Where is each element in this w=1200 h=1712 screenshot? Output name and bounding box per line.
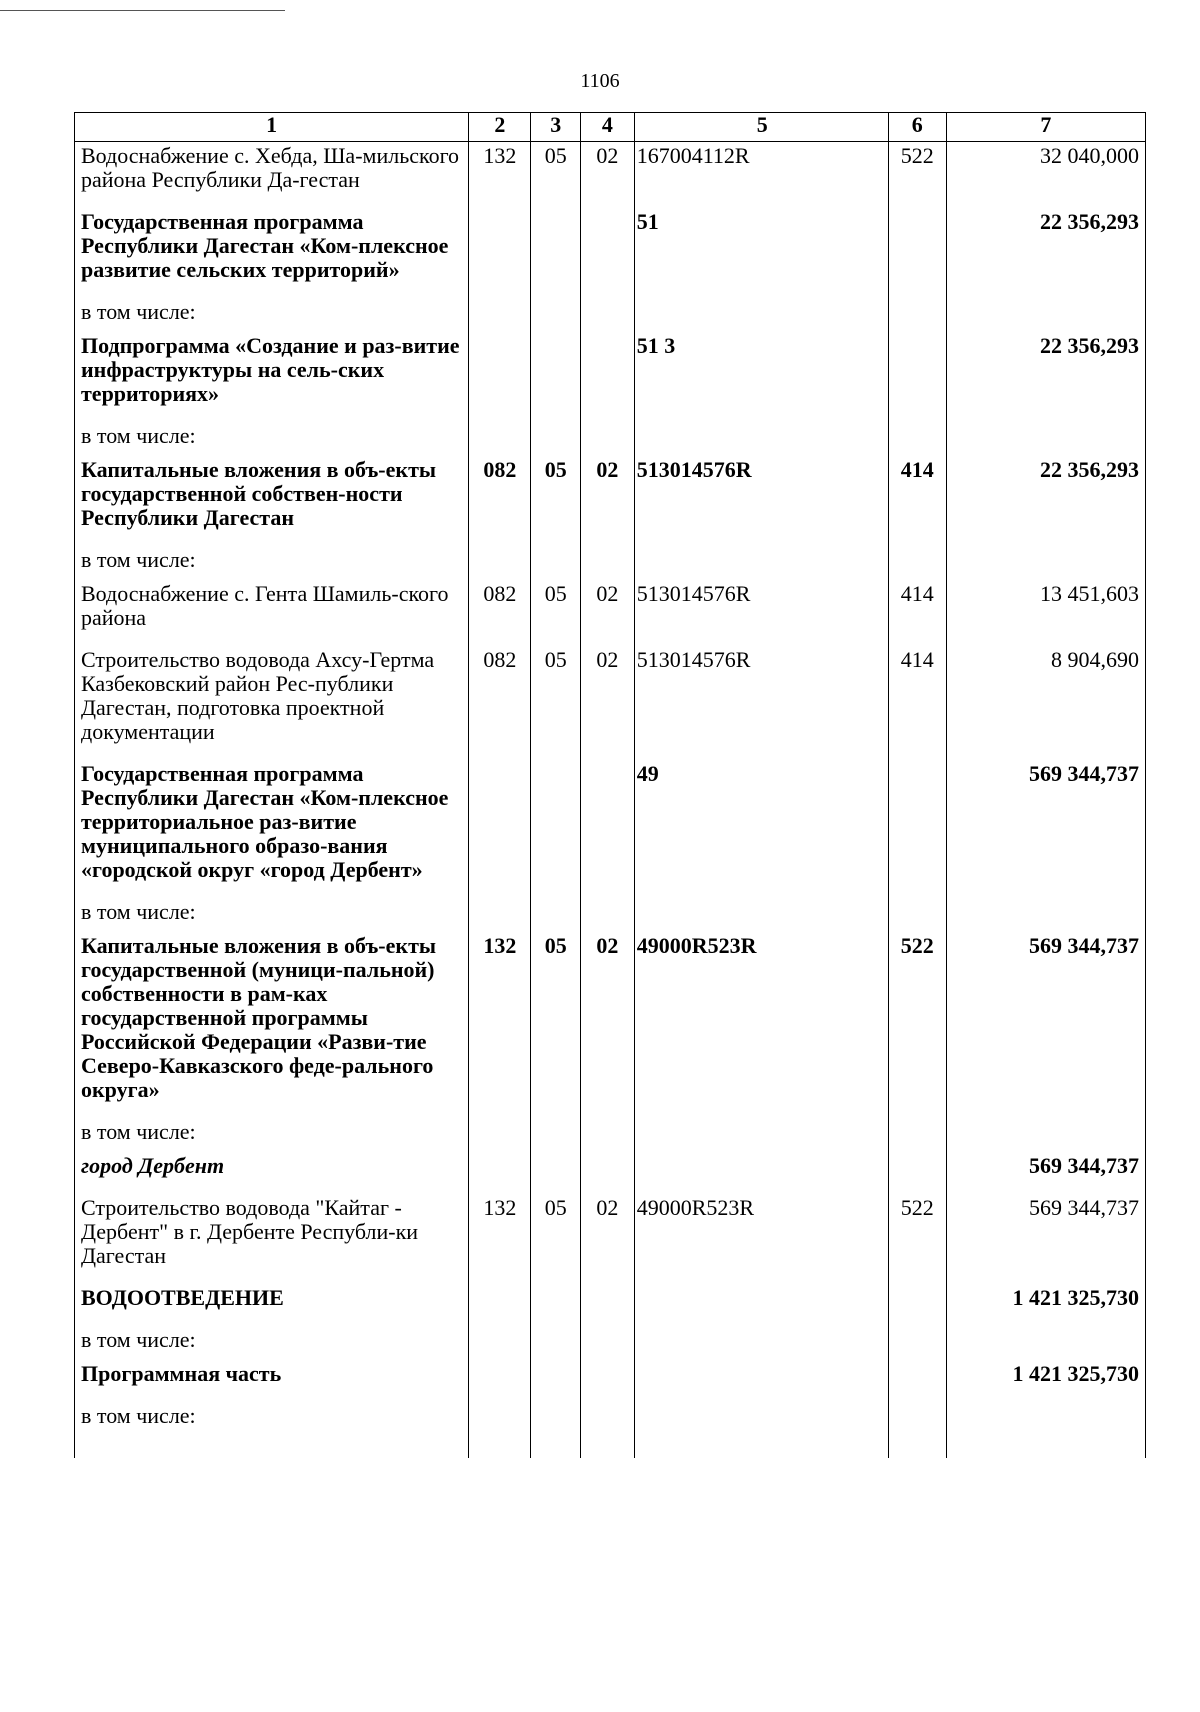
cell-section-code [531,1402,581,1458]
cell-ministry-code: 132 [469,142,531,209]
cell-section-code [531,760,581,898]
table-row [75,1326,1146,1360]
cell-subsection-code [580,898,634,932]
cell-row-name: Водоснабжение с. Хебда, Ша-мильского района Республики Да-гестан [75,142,469,209]
cell-row-name: Подпрограмма «Создание и раз-витие инфраструктуры на сель-ских территориях» [75,332,469,422]
cell-ministry-code [469,1152,531,1194]
table-row [75,1152,1146,1194]
cell-row-name: Государственная программа Республики Дагестан «Ком-плексное развитие сельских территорий» [75,208,469,298]
cell-section-code: 05 [531,646,581,760]
cell-target-article: 513014576R [634,456,888,546]
cell-target-article: 49 [634,760,888,898]
cell-subsection-code [580,1360,634,1402]
cell-expense-type: 522 [888,932,946,1118]
cell-ministry-code: 132 [469,1194,531,1284]
cell-expense-type [888,1118,946,1152]
cell-row-name: в том числе: [75,1402,469,1458]
cell-amount [946,1402,1145,1458]
cell-ministry-code [469,1402,531,1458]
table-row [75,142,1146,209]
column-header: 6 [888,113,946,142]
table-header-row [75,113,1146,142]
cell-target-article: 51 [634,208,888,298]
cell-ministry-code [469,1118,531,1152]
cell-amount: 569 344,737 [946,932,1145,1118]
cell-target-article: 167004112R [634,142,888,209]
cell-row-name: Водоснабжение с. Гента Шамиль-ского района [75,580,469,646]
cell-section-code [531,298,581,332]
cell-subsection-code: 02 [580,932,634,1118]
cell-row-name: Капитальные вложения в объ-екты государственной собствен-ности Республики Дагестан [75,456,469,546]
cell-amount [946,298,1145,332]
cell-section-code [531,546,581,580]
cell-row-name: в том числе: [75,422,469,456]
cell-subsection-code [580,298,634,332]
cell-subsection-code [580,760,634,898]
cell-row-name: в том числе: [75,898,469,932]
cell-amount [946,1118,1145,1152]
cell-target-article: 49000R523R [634,932,888,1118]
table-row [75,760,1146,898]
cell-ministry-code [469,332,531,422]
table-row [75,1360,1146,1402]
cell-amount: 22 356,293 [946,332,1145,422]
table-row [75,898,1146,932]
cell-target-article [634,298,888,332]
cell-amount: 8 904,690 [946,646,1145,760]
cell-ministry-code [469,422,531,456]
cell-subsection-code [580,208,634,298]
cell-subsection-code [580,422,634,456]
cell-section-code [531,898,581,932]
cell-row-name: Капитальные вложения в объ-екты государственной (муници-пальной) собственности в рам-ках государственной программы Российской Федерации «Разви-тие Северо-Кавказского феде-рального округа» [75,932,469,1118]
cell-expense-type [888,1284,946,1326]
cell-row-name: в том числе: [75,1326,469,1360]
cell-row-name: Строительство водовода Ахсу-Гертма Казбековский район Рес-публики Дагестан, подготовка проектной документации [75,646,469,760]
cell-subsection-code: 02 [580,646,634,760]
cell-section-code: 05 [531,456,581,546]
cell-ministry-code: 082 [469,646,531,760]
column-header: 5 [634,113,888,142]
cell-section-code [531,1152,581,1194]
table-row [75,208,1146,298]
cell-target-article [634,1326,888,1360]
column-header: 2 [469,113,531,142]
cell-subsection-code [580,1118,634,1152]
cell-expense-type [888,332,946,422]
cell-amount: 569 344,737 [946,1194,1145,1284]
cell-ministry-code [469,208,531,298]
cell-section-code [531,422,581,456]
cell-amount: 22 356,293 [946,456,1145,546]
table-row [75,646,1146,760]
cell-subsection-code [580,1326,634,1360]
table-row [75,298,1146,332]
cell-row-name: в том числе: [75,1118,469,1152]
cell-target-article [634,1118,888,1152]
cell-section-code [531,332,581,422]
column-header: 7 [946,113,1145,142]
cell-section-code: 05 [531,932,581,1118]
cell-section-code [531,1326,581,1360]
cell-row-name: город Дербент [75,1152,469,1194]
column-header: 1 [75,113,469,142]
cell-target-article [634,1360,888,1402]
cell-amount: 569 344,737 [946,1152,1145,1194]
cell-row-name: ВОДООТВЕДЕНИЕ [75,1284,469,1326]
cell-ministry-code [469,1326,531,1360]
cell-target-article: 51 3 [634,332,888,422]
cell-row-name: в том числе: [75,298,469,332]
cell-section-code [531,1284,581,1326]
cell-expense-type [888,546,946,580]
cell-subsection-code [580,1152,634,1194]
cell-expense-type [888,1360,946,1402]
cell-ministry-code: 082 [469,456,531,546]
cell-ministry-code [469,760,531,898]
cell-ministry-code: 132 [469,932,531,1118]
cell-section-code: 05 [531,1194,581,1284]
cell-expense-type [888,422,946,456]
cell-amount: 22 356,293 [946,208,1145,298]
cell-target-article [634,1284,888,1326]
cell-amount [946,422,1145,456]
cell-expense-type [888,1402,946,1458]
cell-subsection-code [580,1284,634,1326]
cell-subsection-code: 02 [580,580,634,646]
cell-target-article: 513014576R [634,580,888,646]
cell-amount: 1 421 325,730 [946,1284,1145,1326]
cell-ministry-code [469,546,531,580]
table-row [75,1118,1146,1152]
cell-expense-type: 522 [888,142,946,209]
table-body [75,142,1146,1459]
cell-expense-type [888,208,946,298]
table-row [75,332,1146,422]
cell-amount: 32 040,000 [946,142,1145,209]
cell-row-name: в том числе: [75,546,469,580]
cell-ministry-code: 082 [469,580,531,646]
cell-ministry-code [469,898,531,932]
cell-amount [946,1326,1145,1360]
table-row [75,456,1146,546]
cell-expense-type: 414 [888,646,946,760]
cell-target-article [634,1152,888,1194]
cell-target-article [634,898,888,932]
cell-row-name: Программная часть [75,1360,469,1402]
column-header: 3 [531,113,581,142]
cell-target-article [634,1402,888,1458]
scan-artifact-line [0,10,285,11]
cell-subsection-code: 02 [580,456,634,546]
cell-target-article: 49000R523R [634,1194,888,1284]
cell-target-article [634,546,888,580]
cell-ministry-code [469,1284,531,1326]
cell-amount [946,898,1145,932]
cell-ministry-code [469,298,531,332]
cell-expense-type [888,298,946,332]
cell-section-code: 05 [531,580,581,646]
page-number: 1106 [580,70,620,92]
cell-amount [946,546,1145,580]
cell-expense-type [888,1152,946,1194]
table-row [75,580,1146,646]
cell-target-article: 513014576R [634,646,888,760]
cell-row-name: Строительство водовода "Кайтаг - Дербент" в г. Дербенте Республи-ки Дагестан [75,1194,469,1284]
cell-expense-type: 414 [888,456,946,546]
cell-row-name: Государственная программа Республики Дагестан «Ком-плексное территориальное раз-витие муниципального образо-вания «городской округ «город Дербент» [75,760,469,898]
cell-target-article [634,422,888,456]
cell-expense-type [888,1326,946,1360]
column-header: 4 [580,113,634,142]
table-row [75,1194,1146,1284]
cell-subsection-code [580,546,634,580]
cell-subsection-code [580,1402,634,1458]
table-row [75,1284,1146,1326]
cell-section-code [531,1360,581,1402]
cell-subsection-code [580,332,634,422]
cell-expense-type [888,898,946,932]
table-row [75,932,1146,1118]
cell-section-code: 05 [531,142,581,209]
cell-amount: 569 344,737 [946,760,1145,898]
cell-ministry-code [469,1360,531,1402]
cell-expense-type [888,760,946,898]
table-row [75,1402,1146,1458]
cell-amount: 1 421 325,730 [946,1360,1145,1402]
cell-section-code [531,208,581,298]
cell-subsection-code: 02 [580,1194,634,1284]
cell-expense-type: 522 [888,1194,946,1284]
cell-amount: 13 451,603 [946,580,1145,646]
table-row [75,422,1146,456]
cell-expense-type: 414 [888,580,946,646]
cell-section-code [531,1118,581,1152]
cell-subsection-code: 02 [580,142,634,209]
budget-table [74,112,1146,1458]
table-row [75,546,1146,580]
